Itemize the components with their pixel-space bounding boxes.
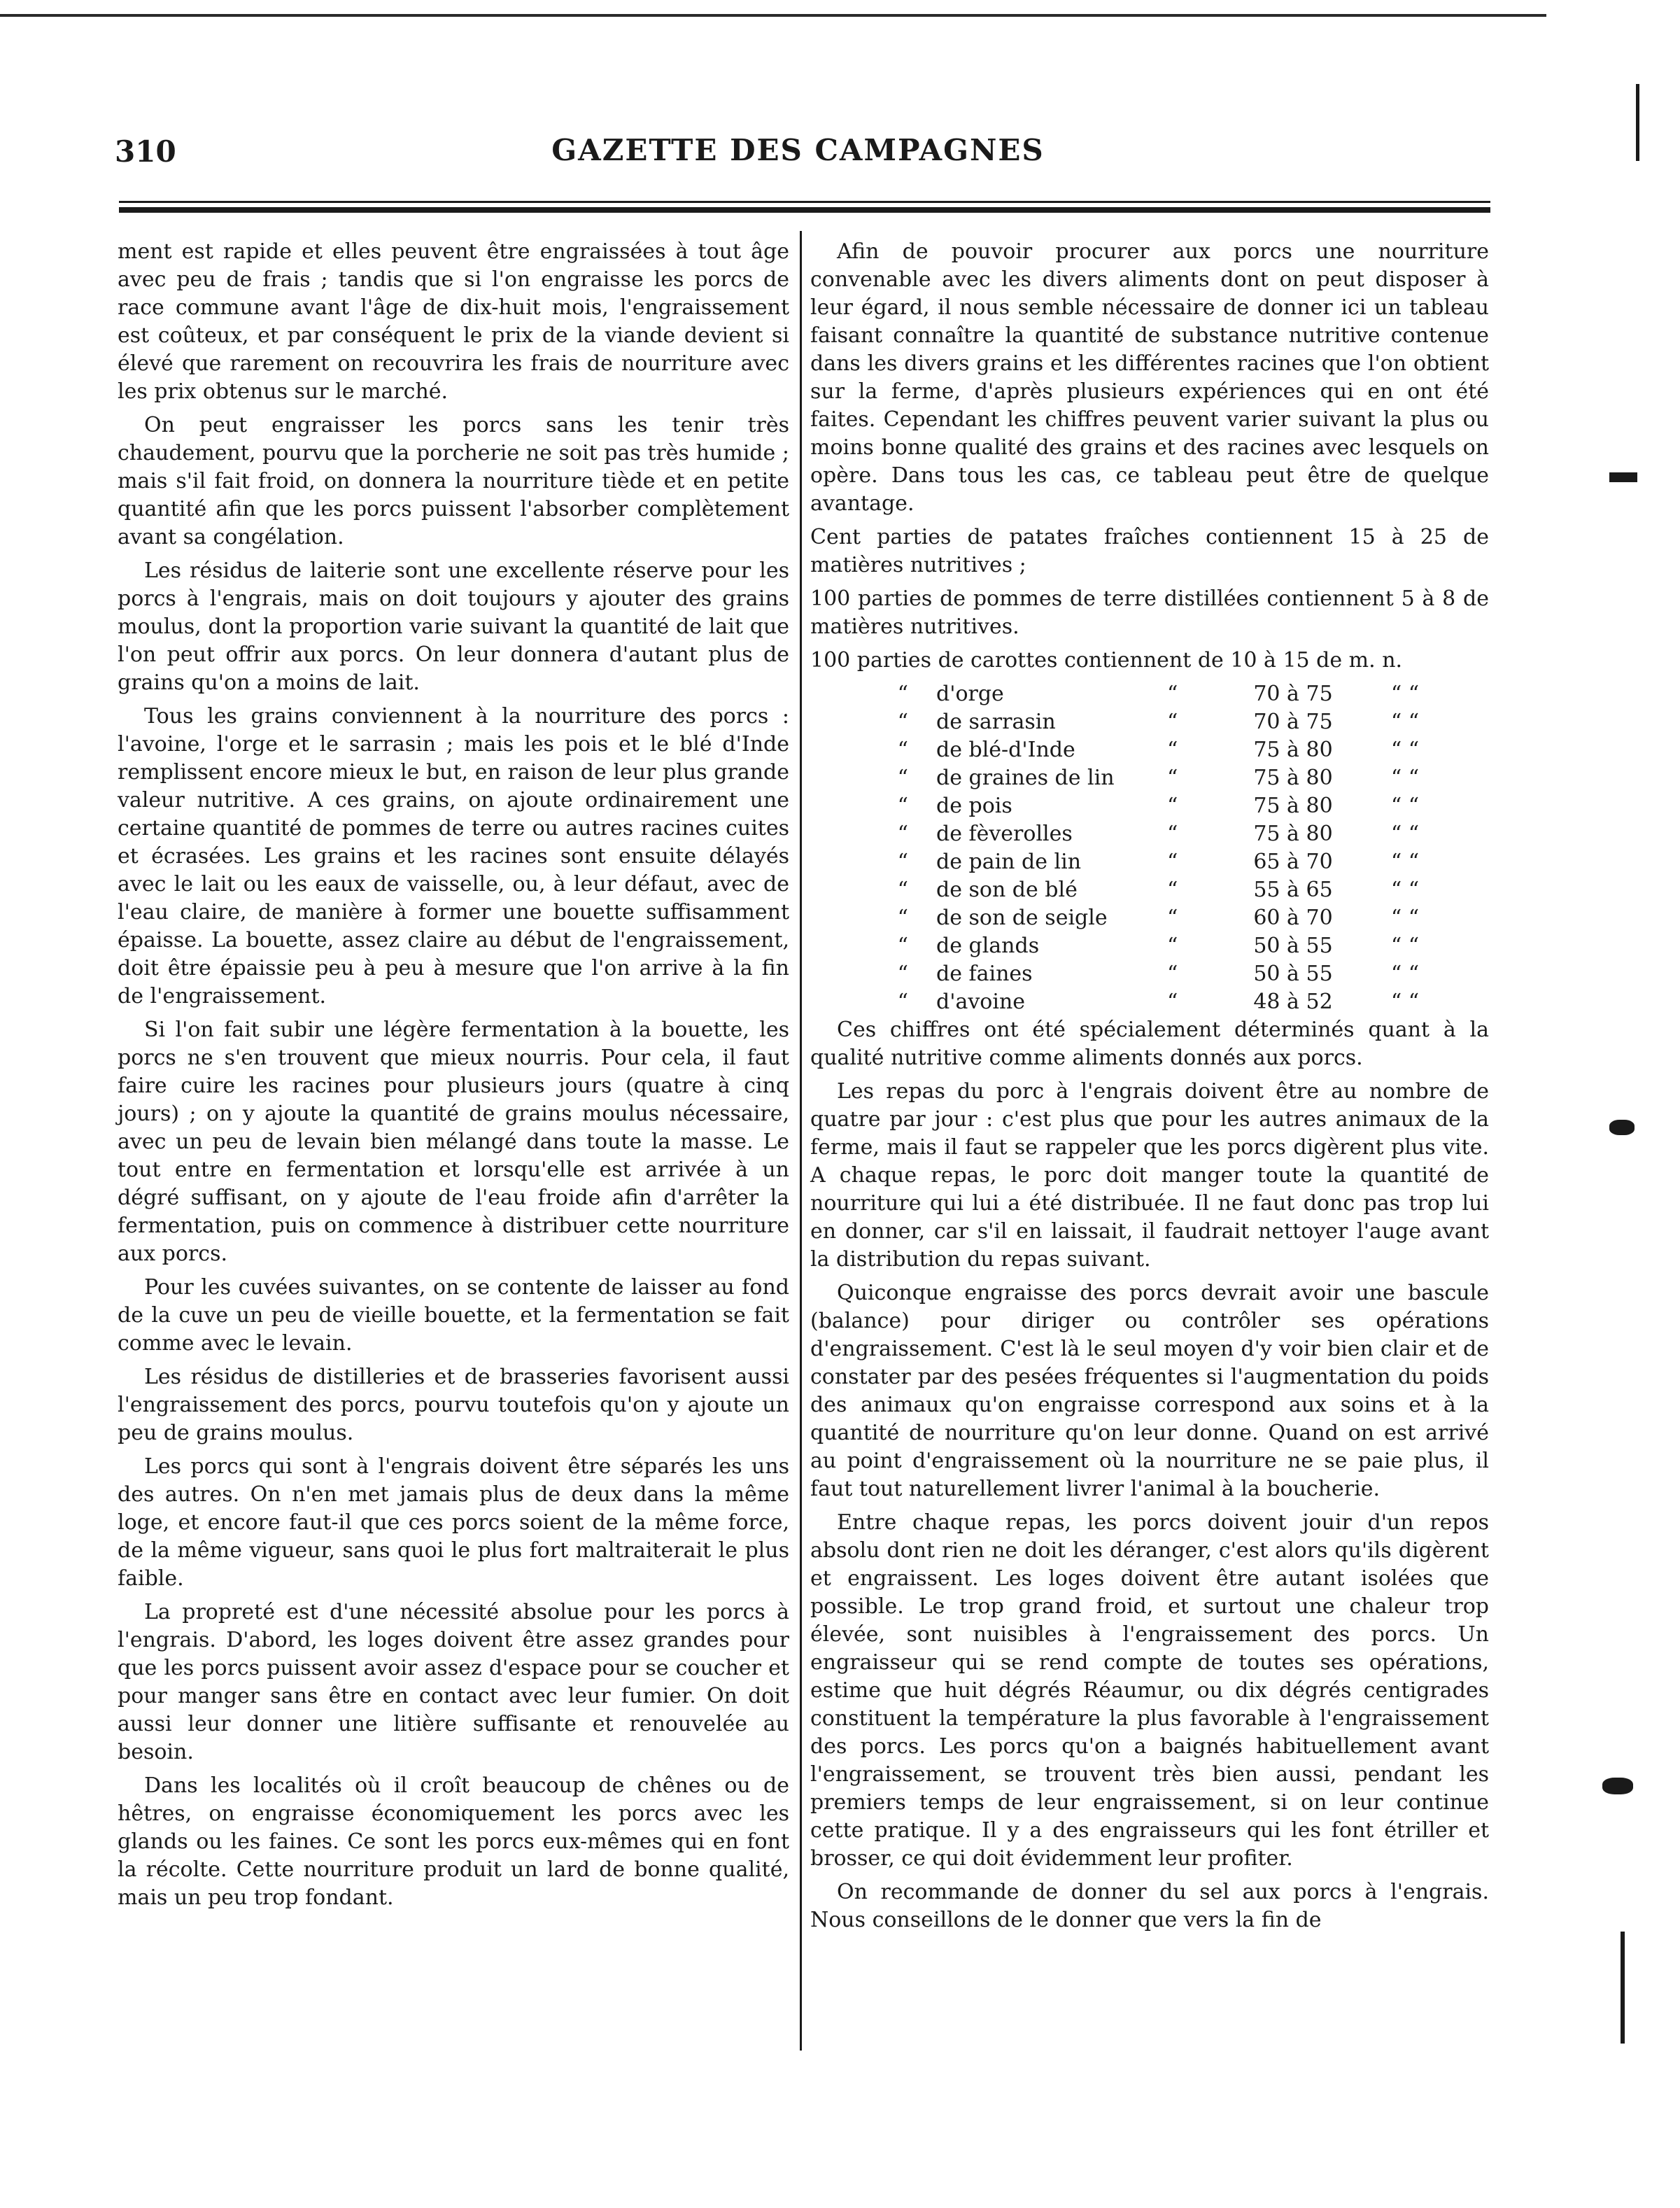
table-cell-label: de son de blé xyxy=(936,878,1078,902)
paragraph: On recommande de donner du sel aux porcs à l'engrais. Nous conseillons de le donner que vers la fin de xyxy=(810,1880,1489,1932)
table-cell-ditto3: “ “ xyxy=(1390,962,1420,986)
paragraph: On peut engraisser les porcs sans les tenir très chaudement, pourvu que la porcherie ne soit pas très humide ; mais s'il fait froid, on donnera la nourriture tiède et en petite quantité afin que les porcs puissent l'absorber complètement avant sa congélation. xyxy=(118,413,789,549)
table-cell-ditto2: “ xyxy=(1167,710,1178,734)
paragraph: Si l'on fait subir une légère fermentation à la bouette, les porcs ne s'en trouvent que mieux nourris. Pour cela, il faut faire cuire les racines pour plusieurs jours (quatre à cinq jours) ; on y ajoute la quantité de grains moulus nécessaire, avec un peu de levain bien mélangé dans toute la masse. Le tout entre en fermentation et lorsqu'elle est arrivée à un dégré suffisant, on y ajoute de l'eau froide afin d'arrêter la fermentation, puis on commence à distribuer cette nourriture aux porcs. xyxy=(118,1018,789,1266)
table-cell-range: 48 à 52 xyxy=(1253,990,1333,1014)
table-cell-label: d'avoine xyxy=(936,990,1026,1014)
table-cell-label: de graines de lin xyxy=(936,766,1115,790)
table-cell-range: 50 à 55 xyxy=(1253,962,1333,986)
paragraph: Entre chaque repas, les porcs doivent jouir d'un repos absolu dont rien ne doit les déranger, c'est alors qu'ils digèrent et engraissent. Les loges doivent être autant isolées que possible. Le trop grand froid, et surtout une chaleur trop élevée, sont nuisibles à l'engraissement des porcs. Un engraisseur qui se rend compte de toutes ses opérations, estime que huit dégrés Réaumur, ou dix dégrés centigrades constituent la température la plus favorable à l'engraissement des porcs. Les porcs qu'on a baignés habituellement avant l'engraissement, se trouvent très bien aussi, pendant les premiers temps de leur engraissement, si on leur continue cette pratique. Il y a des engraisseurs qui les font étriller et brosser, ce qui doit évidemment leur profiter. xyxy=(810,1510,1489,1871)
table-cell-label: de fèverolles xyxy=(936,822,1073,846)
paragraph: Les repas du porc à l'engrais doivent être au nombre de quatre par jour : c'est plus que pour les autres animaux de la ferme, mais il faut se rappeler que les porcs digèrent plus vite. A chaque repas, le porc doit manger toute la quantité de nourriture qui lui a été distribuée. Il ne faut donc pas trop lui en donner, car s'il en laissait, il faudrait nettoyer l'auge avant la distribution du repas suivant. xyxy=(810,1079,1489,1272)
margin-mark xyxy=(1609,472,1637,482)
top-edge-rule xyxy=(0,14,1546,17)
table-cell-range: 75 à 80 xyxy=(1253,794,1333,818)
table-cell-ditto2: “ xyxy=(1167,990,1178,1014)
table-cell-ditto: “ xyxy=(897,962,908,986)
table-cell-range: 75 à 80 xyxy=(1253,822,1333,846)
table-cell-ditto3: “ “ xyxy=(1390,738,1420,762)
paragraph: Quiconque engraisse des porcs devrait avoir une bascule (balance) pour diriger ou contrôler ses opérations d'engraissement. C'est là le seul moyen d'y voir bien clair et de constater par des pesées fréquentes si l'augmentation du poids des animaux qu'on engraisse correspond aux soins et à la quantité de nourriture qu'on leur donne. Quand on est arrivé au point d'engraissement où la nourriture ne se paie plus, il faut tout naturellement livrer l'animal à la boucherie. xyxy=(810,1281,1489,1501)
table-row xyxy=(810,792,1489,820)
table-cell-label: de blé-d'Inde xyxy=(936,738,1075,762)
paragraph: Dans les localités où il croît beaucoup de chênes ou de hêtres, on engraisse économiquement les porcs avec les glands ou les faines. Ce sont les porcs eux-mêmes qui en font la récolte. Cette nourriture produit un lard de bonne qualité, mais un peu trop fondant. xyxy=(118,1773,789,1910)
table-cell-ditto2: “ xyxy=(1167,934,1178,958)
paragraph: Ces chiffres ont été spécialement déterminés quant à la qualité nutritive comme aliments donnés aux porcs. xyxy=(810,1018,1489,1070)
table-cell-range: 70 à 75 xyxy=(1253,710,1333,734)
table-cell-label: de pois xyxy=(936,794,1012,818)
table-cell-ditto3: “ “ xyxy=(1390,794,1420,818)
table-cell-ditto3: “ “ xyxy=(1390,766,1420,790)
margin-mark xyxy=(1609,1120,1635,1135)
table-cell-range: 50 à 55 xyxy=(1253,934,1333,958)
table-cell-ditto: “ xyxy=(897,766,908,790)
running-head: GAZETTE DES CAMPAGNES xyxy=(551,133,1045,167)
table-cell-ditto2: “ xyxy=(1167,962,1178,986)
table-cell-range: 75 à 80 xyxy=(1253,766,1333,790)
table-row xyxy=(810,848,1489,876)
table-cell-ditto3: “ “ xyxy=(1390,850,1420,874)
table-cell-ditto2: “ xyxy=(1167,794,1178,818)
table-cell-ditto: “ xyxy=(897,794,908,818)
table-cell-ditto: “ xyxy=(897,738,908,762)
table-row xyxy=(810,736,1489,764)
table-cell-label: de pain de lin xyxy=(936,850,1082,874)
paragraph: Les résidus de laiterie sont une excellente réserve pour les porcs à l'engrais, mais on doit toujours y ajouter des grains moulus, dont la proportion varie suivant la quantité de lait que l'on peut offrir aux porcs. On leur donnera d'autant plus de grains qu'on a moins de lait. xyxy=(118,558,789,695)
table-cell-ditto2: “ xyxy=(1167,682,1178,706)
paragraph: Les résidus de distilleries et de brasseries favorisent aussi l'engraissement des porcs, pourvu toutefois qu'on y ajoute un peu de grains moulus. xyxy=(118,1365,789,1445)
table-cell-ditto2: “ xyxy=(1167,822,1178,846)
table-row xyxy=(810,960,1489,988)
paragraph: Les porcs qui sont à l'engrais doivent être séparés les uns des autres. On n'en met jamais plus de deux dans la même loge, et encore faut-il que ces porcs soient de la même force, de la même vigueur, sans quoi le plus fort maltraiterait le plus faible. xyxy=(118,1454,789,1591)
table-cell-ditto2: “ xyxy=(1167,850,1178,874)
paragraph: La propreté est d'une nécessité absolue pour les porcs à l'engrais. D'abord, les loges doivent être assez grandes pour que les porcs puissent avoir assez d'espace pour se coucher et pour manger sans être en contact avec leur fumier. On doit aussi leur donner une litière suffisante et renouvelée au besoin. xyxy=(118,1600,789,1764)
table-cell-ditto: “ xyxy=(897,878,908,902)
paragraph: Afin de pouvoir procurer aux porcs une nourriture convenable avec les divers aliments dont on peut disposer à leur égard, il nous semble nécessaire de donner ici un tableau faisant connaître la quantité de substance nutritive contenue dans les divers grains et les différentes racines que l'on obtient sur la ferme, d'après plusieurs expériences qui en ont été faites. Cependant les chiffres peuvent varier suivant la plus ou moins bonne qualité des grains et des racines avec lesquels on opère. Dans tous les cas, ce tableau peut être de quelque avantage. xyxy=(810,239,1489,516)
header-rule-thin xyxy=(119,201,1490,203)
table-cell-ditto3: “ “ xyxy=(1390,878,1420,902)
nutrition-table xyxy=(810,680,1489,1016)
table-cell-ditto3: “ “ xyxy=(1390,822,1420,846)
paragraph: Tous les grains conviennent à la nourriture des porcs : l'avoine, l'orge et le sarrasin ; mais les pois et le blé d'Inde remplissent encore mieux le but, en raison de leur plus grande valeur nutritive. A ces grains, on ajoute ordinairement une certaine quantité de pommes de terre ou autres racines cuites et écrasées. Les grains et les racines sont ensuite délayés avec le lait ou les eaux de vaisselle, ou, à leur défaut, avec de l'eau claire, de manière à former une bouette suffisamment épaisse. La bouette, assez claire au début de l'engraissement, doit être épaissie peu à peu à mesure que l'on arrive à la fin de l'engraissement. xyxy=(118,704,789,1008)
table-cell-ditto3: “ “ xyxy=(1390,990,1420,1014)
header-rule-thick xyxy=(119,207,1490,213)
table-row xyxy=(810,904,1489,932)
table-row xyxy=(810,988,1489,1016)
table-intro-line: 100 parties de pommes de terre distillées contiennent 5 à 8 de matières nutritives. xyxy=(810,586,1489,639)
table-cell-ditto: “ xyxy=(897,906,908,930)
table-cell-ditto3: “ “ xyxy=(1390,682,1420,706)
table-cell-label: d'orge xyxy=(936,682,1004,706)
table-cell-ditto2: “ xyxy=(1167,738,1178,762)
table-row xyxy=(810,820,1489,848)
table-cell-ditto: “ xyxy=(897,682,908,706)
right-column xyxy=(810,238,1489,1940)
table-cell-ditto: “ xyxy=(897,990,908,1014)
column-divider xyxy=(800,231,802,2051)
table-cell-ditto2: “ xyxy=(1167,906,1178,930)
table-row xyxy=(810,708,1489,736)
margin-mark xyxy=(1621,1932,1625,2044)
margin-mark xyxy=(1602,1778,1633,1794)
table-row xyxy=(810,932,1489,960)
table-cell-label: de sarrasin xyxy=(936,710,1056,734)
table-row xyxy=(810,764,1489,792)
table-cell-range: 65 à 70 xyxy=(1253,850,1333,874)
table-intro-line: 100 parties de carottes contiennent de 10 à 15 de m. n. xyxy=(810,648,1403,673)
margin-mark xyxy=(1636,84,1639,161)
table-cell-range: 70 à 75 xyxy=(1253,682,1333,706)
table-cell-ditto: “ xyxy=(897,934,908,958)
table-cell-ditto3: “ “ xyxy=(1390,906,1420,930)
paragraph: ment est rapide et elles peuvent être engraissées à tout âge avec peu de frais ; tandis que si l'on engraisse les porcs de race commune avant l'âge de dix-huit mois, l'engraissement est coûteux, et par conséquent le prix de la viande devient si élevé que rarement on recouvrira les frais de nourriture avec les prix obtenus sur le marché. xyxy=(118,239,789,404)
table-cell-label: de son de seigle xyxy=(936,906,1108,930)
paragraph: Pour les cuvées suivantes, on se contente de laisser au fond de la cuve un peu de vieille bouette, et la fermentation se fait comme avec le levain. xyxy=(118,1275,789,1356)
table-cell-ditto3: “ “ xyxy=(1390,710,1420,734)
table-cell-label: de glands xyxy=(936,934,1040,958)
page-number: 310 xyxy=(115,134,176,169)
table-cell-range: 75 à 80 xyxy=(1253,738,1333,762)
table-cell-range: 60 à 70 xyxy=(1253,906,1333,930)
table-cell-range: 55 à 65 xyxy=(1253,878,1333,902)
table-row xyxy=(810,680,1489,708)
table-cell-ditto2: “ xyxy=(1167,766,1178,790)
table-cell-ditto: “ xyxy=(897,710,908,734)
table-cell-ditto2: “ xyxy=(1167,878,1178,902)
table-intro-line: Cent parties de patates fraîches contiennent 15 à 25 de matières nutritives ; xyxy=(810,525,1489,577)
table-row xyxy=(810,876,1489,904)
table-cell-ditto: “ xyxy=(897,850,908,874)
left-column xyxy=(118,238,789,1918)
table-cell-label: de faines xyxy=(936,962,1033,986)
table-cell-ditto3: “ “ xyxy=(1390,934,1420,958)
table-cell-ditto: “ xyxy=(897,822,908,846)
